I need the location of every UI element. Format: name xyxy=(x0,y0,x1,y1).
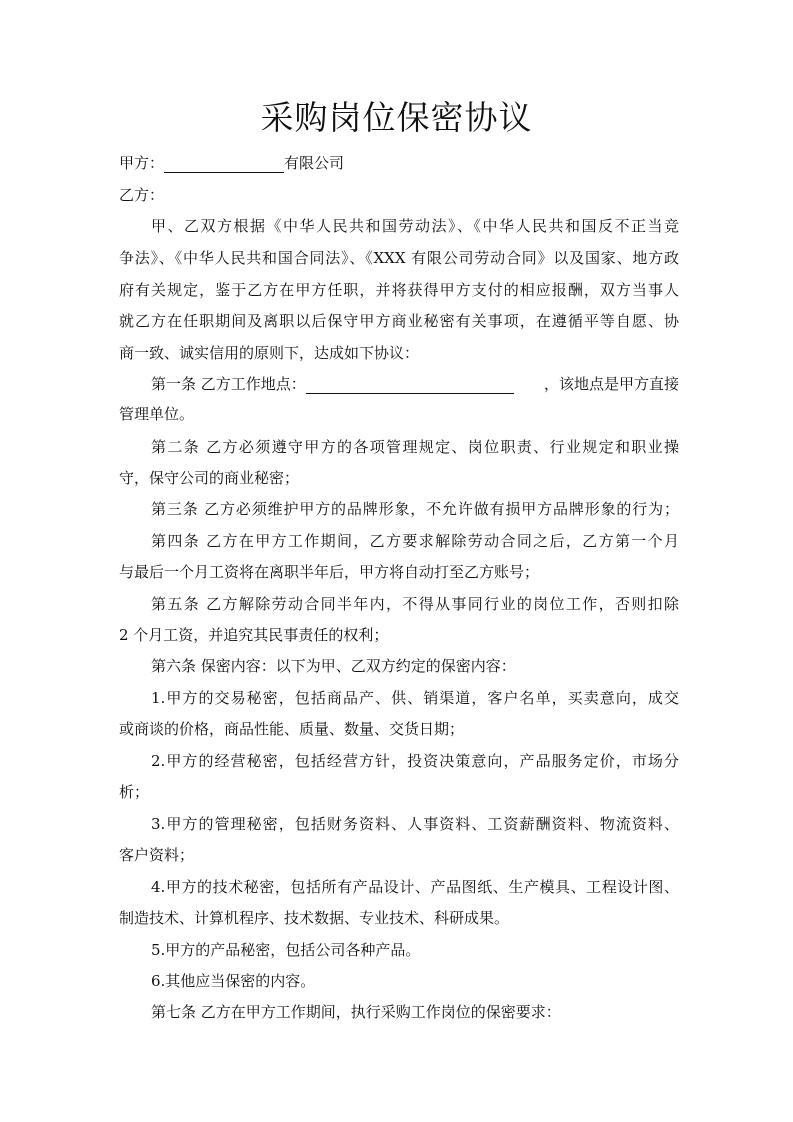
item-4: 4.甲方的技术秘密，包括所有产品设计、产品图纸、生产模具、工程设计图、 xyxy=(151,878,679,896)
article-4: 第四条 乙方在甲方工作期间，乙方要求解除劳动合同之后，乙方第一个月 xyxy=(151,532,679,550)
party-a-blank xyxy=(164,156,284,173)
article-4: 与最后一个月工资将在离职半年后，甲方将自动打至乙方账号； xyxy=(119,563,540,581)
party-a-label: 甲方： xyxy=(119,154,165,172)
article-7: 第七条 乙方在甲方工作期间，执行采购工作岗位的保密要求： xyxy=(151,1003,561,1021)
item-3: 客户资料； xyxy=(119,846,195,864)
item-1: 1.甲方的交易秘密，包括商品产、供、销渠道，客户名单，买卖意向，成交 xyxy=(151,689,679,707)
item-2: 2.甲方的经营秘密，包括经营方针，投资决策意向，产品服务定价，市场分 xyxy=(151,752,679,770)
party-a-line xyxy=(119,153,679,173)
item-6: 6.其他应当保密的内容。 xyxy=(151,972,316,990)
document-title: 采购岗位保密协议 xyxy=(260,98,533,137)
party-a-suffix: 有限公司 xyxy=(284,154,345,172)
intro-line: 甲、乙双方根据《中华人民共和国劳动法》、《中华人民共和国反不正当竞 xyxy=(151,217,679,235)
work-location-blank xyxy=(306,377,514,394)
item-2: 析； xyxy=(119,783,150,801)
article-1-prefix: 第一条 乙方工作地点： xyxy=(151,375,306,393)
item-3: 3.甲方的管理秘密，包括财务资料、人事资料、工资薪酬资料、物流资料、 xyxy=(151,815,679,833)
article-3: 第三条 乙方必须维护甲方的品牌形象，不允许做有损甲方品牌形象的行为； xyxy=(151,500,679,518)
item-5: 5.甲方的产品秘密，包括公司各种产品。 xyxy=(151,941,421,959)
intro-line: 争法》、《中华人民共和国合同法》、《XXX 有限公司劳动合同》以及国家、地方政 xyxy=(119,249,679,267)
article-5: 第五条 乙方解除劳动合同半年内，不得从事同行业的岗位工作，否则扣除 xyxy=(151,595,679,613)
article-2: 守，保守公司的商业秘密； xyxy=(119,469,300,487)
article-1-suffix: ，该地点是甲方直接 xyxy=(543,375,679,393)
item-1: 或商谈的价格，商品性能、质量、数量、交货日期； xyxy=(119,720,465,738)
article-2: 第二条 乙方必须遵守甲方的各项管理规定、岗位职责、行业规定和职业操 xyxy=(151,438,679,456)
article-1-line2: 管理单位。 xyxy=(119,405,195,423)
article-5: 2 个月工资，并追究其民事责任的权利； xyxy=(119,626,389,644)
item-4: 制造技术、计算机程序、技术数据、专业技术、科研成果。 xyxy=(119,909,510,927)
article-1 xyxy=(151,374,679,394)
party-b-label: 乙方： xyxy=(119,186,165,204)
article-6: 第六条 保密内容：以下为甲、乙双方约定的保密内容： xyxy=(151,657,516,675)
intro-line: 商一致、诚实信用的原则下，达成如下协议： xyxy=(119,344,420,362)
intro-line: 就乙方在任职期间及离职以后保守甲方商业秘密有关事项，在遵循平等自愿、协 xyxy=(119,312,679,330)
intro-line: 府有关规定，鉴于乙方在甲方任职，并将获得甲方支付的相应报酬，双方当事人 xyxy=(119,281,679,299)
